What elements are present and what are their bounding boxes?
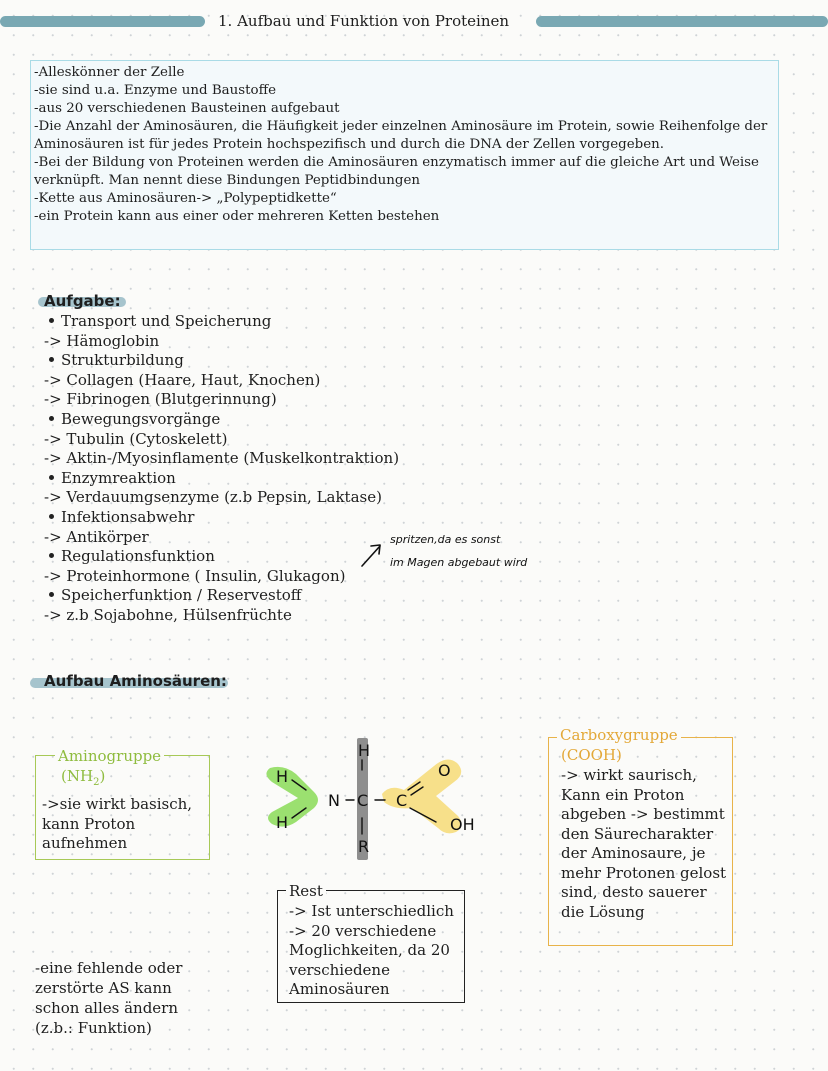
intro-line: -Alleskönner der Zelle: [34, 65, 185, 80]
bullet-icon: [49, 318, 54, 323]
arrow-up-right-icon: [358, 540, 386, 570]
list-item: -> Collagen (Haare, Haut, Knochen): [44, 370, 321, 389]
atom-r: R: [358, 837, 370, 856]
amino-group-formula: $(NH_2)$: [61, 767, 106, 788]
amino-acid-structure: [262, 738, 502, 860]
intro-line: -Bei der Bildung von Proteinen werden die Aminosäuren enzymatisch immer auf die gleiche Art und Weise verknüpft. Man nennt diese Bindungen Peptidbindungen: [34, 155, 759, 188]
tasks-heading: Aufgabe:: [44, 292, 121, 310]
list-item: -> Tubulin (Cytoskelett): [44, 429, 228, 448]
list-item: -> Proteinhormone ( Insulin, Glukagon): [44, 566, 346, 585]
amino-group-text: ->sie wirkt basisch, kann Proton aufnehmen: [42, 795, 193, 852]
title-bar-left: [0, 16, 205, 27]
atom-c-center: C: [357, 791, 369, 810]
atom-h-left2: H: [276, 813, 289, 832]
list-item: Bewegungsvorgänge: [44, 410, 399, 430]
tasks-list: [44, 312, 399, 626]
amino-group-title: Aminogruppe: [55, 747, 164, 766]
carboxy-group-formula: (COOH): [561, 746, 622, 764]
carboxy-group-text: -> wirkt saurisch, Kann ein Proton abgeben -> bestimmt den Säurecharakter der Aminosaure, je mehr Protonen gelost sind, desto sauerer die Lösung: [561, 766, 727, 921]
intro-line: -ein Protein kann aus einer oder mehreren Ketten bestehen: [34, 209, 440, 224]
atom-oh: OH: [450, 815, 475, 834]
atom-o-top: O: [438, 761, 451, 780]
list-item: -> z.b Sojabohne, Hülsenfrüchte: [44, 605, 292, 624]
list-item: -> Verdauumgsenzyme (z.b Pepsin, Laktase): [44, 488, 382, 507]
handwritten-note-line1: spritzen,da es sonst: [390, 533, 501, 546]
list-item: Speicherfunktion / Reservestoff: [44, 586, 399, 606]
list-item: -> Aktin-/Myosinflamente (Muskelkontraktion): [44, 449, 400, 468]
carboxy-group-title: Carboxygruppe: [557, 726, 681, 745]
missing-as-note: -eine fehlende oder zerstörte AS kann schon alles ändern (z.b.: Funktion): [35, 959, 183, 1037]
atom-n: N: [328, 791, 340, 810]
bullet-icon: [49, 475, 54, 480]
rest-text: -> Ist unterschiedlich -> 20 verschiedene Moglichkeiten, da 20 verschiedene Aminosäuren: [289, 902, 454, 998]
page-title: 1. Aufbau und Funktion von Proteinen: [218, 12, 510, 30]
intro-line: -aus 20 verschiedenen Bausteinen aufgebaut: [34, 101, 340, 116]
intro-line: -Die Anzahl der Aminosäuren, die Häufigkeit jeder einzelnen Aminosäure im Protein, sowie Reihenfolge der Aminosäuren ist für jedes Protein hochspezifisch und durch die DNA der Zellen vorgegeben.: [34, 119, 768, 152]
list-item: -> Fibrinogen (Blutgerinnung): [44, 390, 277, 409]
intro-line: -Kette aus Aminosäuren-> „Polypeptidkette“: [34, 191, 337, 206]
amino-formula-sub: 2: [93, 777, 100, 788]
bullet-icon: [49, 357, 54, 362]
intro-line: -sie sind u.a. Enzyme und Baustoffe: [34, 83, 277, 98]
list-item: Enzymreaktion: [44, 469, 399, 489]
intro-text: [34, 64, 779, 226]
title-bar-right: [536, 16, 828, 27]
list-item: Transport und Speicherung: [44, 312, 399, 332]
handwritten-note-line2: im Magen abgebaut wird: [390, 556, 528, 569]
list-item: Infektionsabwehr: [44, 508, 399, 528]
atom-c-carboxy: C: [396, 791, 408, 810]
list-item: -> Antikörper: [44, 527, 149, 546]
rest-title: Rest: [286, 882, 326, 901]
atom-h-left1: H: [276, 767, 289, 786]
bullet-icon: [49, 592, 54, 597]
bullet-icon: [49, 514, 54, 519]
list-item: Regulationsfunktion: [44, 547, 399, 567]
amino-heading: Aufbau Aminosäuren:: [44, 672, 227, 690]
atom-h-top: H: [358, 741, 371, 760]
bullet-icon: [49, 553, 54, 558]
bullet-icon: [49, 416, 54, 421]
list-item: Strukturbildung: [44, 351, 399, 371]
list-item: -> Hämoglobin: [44, 331, 160, 350]
